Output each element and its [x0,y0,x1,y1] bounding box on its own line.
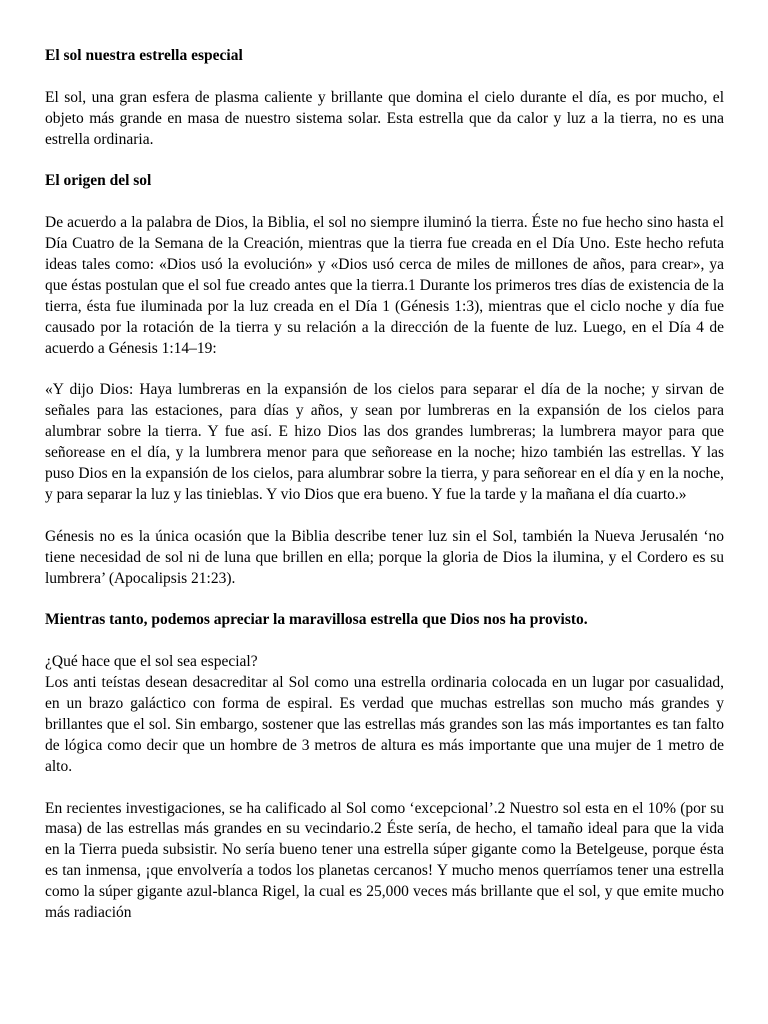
document-title: El sol nuestra estrella especial [45,47,243,64]
research-paragraph: En recientes investigaciones, se ha calificado al Sol como ‘excepcional’.2 Nuestro sol esta en el 10% (por su masa) de las estrellas más grandes en su vecindario.2 Éste sería, de hecho, el tamaño ideal para que la vida en la Tierra pueda subsistir. No sería bueno tener una estrella súper gigante como la Betelgeuse, porque ésta es tan inmensa, ¡que envolvería a todos los planetas cercanos! Y mucho menos querríamos tener una estrella como la súper gigante azul-blanca Rigel, la cual es 25,000 veces más brillante que el sol, y que emite mucho más radiación [45,799,724,922]
document-page [45,46,724,945]
genesis-paragraph: Génesis no es la única ocasión que la Biblia describe tener luz sin el Sol, también la Nueva Jerusalén ‘no tiene necesidad de sol ni de luna que brillen en ella; porque la gloria de Dios la ilumina, y el Cordero es su lumbrera’ (Apocalipsis 21:23). [45,527,724,587]
intro-paragraph: El sol, una gran esfera de plasma caliente y brillante que domina el cielo durante el día, es por mucho, el objeto más grande en masa de nuestro sistema solar. Esta estrella que da calor y luz a la tierra, no es una estrella ordinaria. [45,88,724,148]
special-question: ¿Qué hace que el sol sea especial? [45,653,258,671]
section-heading-origin: El origen del sol [45,172,152,190]
antitheists-paragraph: Los anti teístas desean desacreditar al Sol como una estrella ordinaria colocada en un lugar por casualidad, en un brazo galáctico con forma de espiral. Es verdad que muchas estrellas son mucho más grandes y brillantes que el sol. Sin embargo, sostener que las estrellas más grandes son las más importantes es tan falto de lógica como decir que un hombre de 3 metros de altura es más importante que una mujer de 1 metro de alto. [45,674,724,775]
genesis-quote-paragraph: «Y dijo Dios: Haya lumbreras en la expansión de los cielos para separar el día de la noche; y sirvan de señales para las estaciones, para días y años, y sean por lumbreras en la expansión de los cielos para alumbrar sobre la tierra. Y fue así. E hizo Dios las dos grandes lumbreras; la lumbrera mayor para que señorease en el día, y la lumbrera menor para que señorease en la noche; hizo también las estrellas. Y las puso Dios en la expansión de los cielos, para alumbrar sobre la tierra, y para señorear en el día y en la noche, y para separar la luz y las tinieblas. Y vio Dios que era bueno. Y fue la tarde y la mañana el día cuarto.» [45,381,724,503]
section-heading-meanwhile: Mientras tanto, podemos apreciar la maravillosa estrella que Dios nos ha provisto. [45,611,588,629]
origin-paragraph: De acuerdo a la palabra de Dios, la Biblia, el sol no siempre iluminó la tierra. Éste no fue hecho sino hasta el Día Cuatro de la Semana de la Creación, mientras que la tierra fue creada en el Día Uno. Este hecho refuta ideas tales como: «Dios usó la evolución» y «Dios usó cerca de miles de millones de años, para crear», ya que éstas postulan que el sol fue creado antes que la tierra.1 Durante los primeros tres días de existencia de la tierra, ésta fue iluminada por la luz creada en el Día 1 (Génesis 1:3), mientras que el ciclo noche y día fue causado por la rotación de la tierra y su relación a la dirección de la fuente de luz. Luego, en el Día 4 de acuerdo a Génesis 1:14–19: [45,214,724,357]
